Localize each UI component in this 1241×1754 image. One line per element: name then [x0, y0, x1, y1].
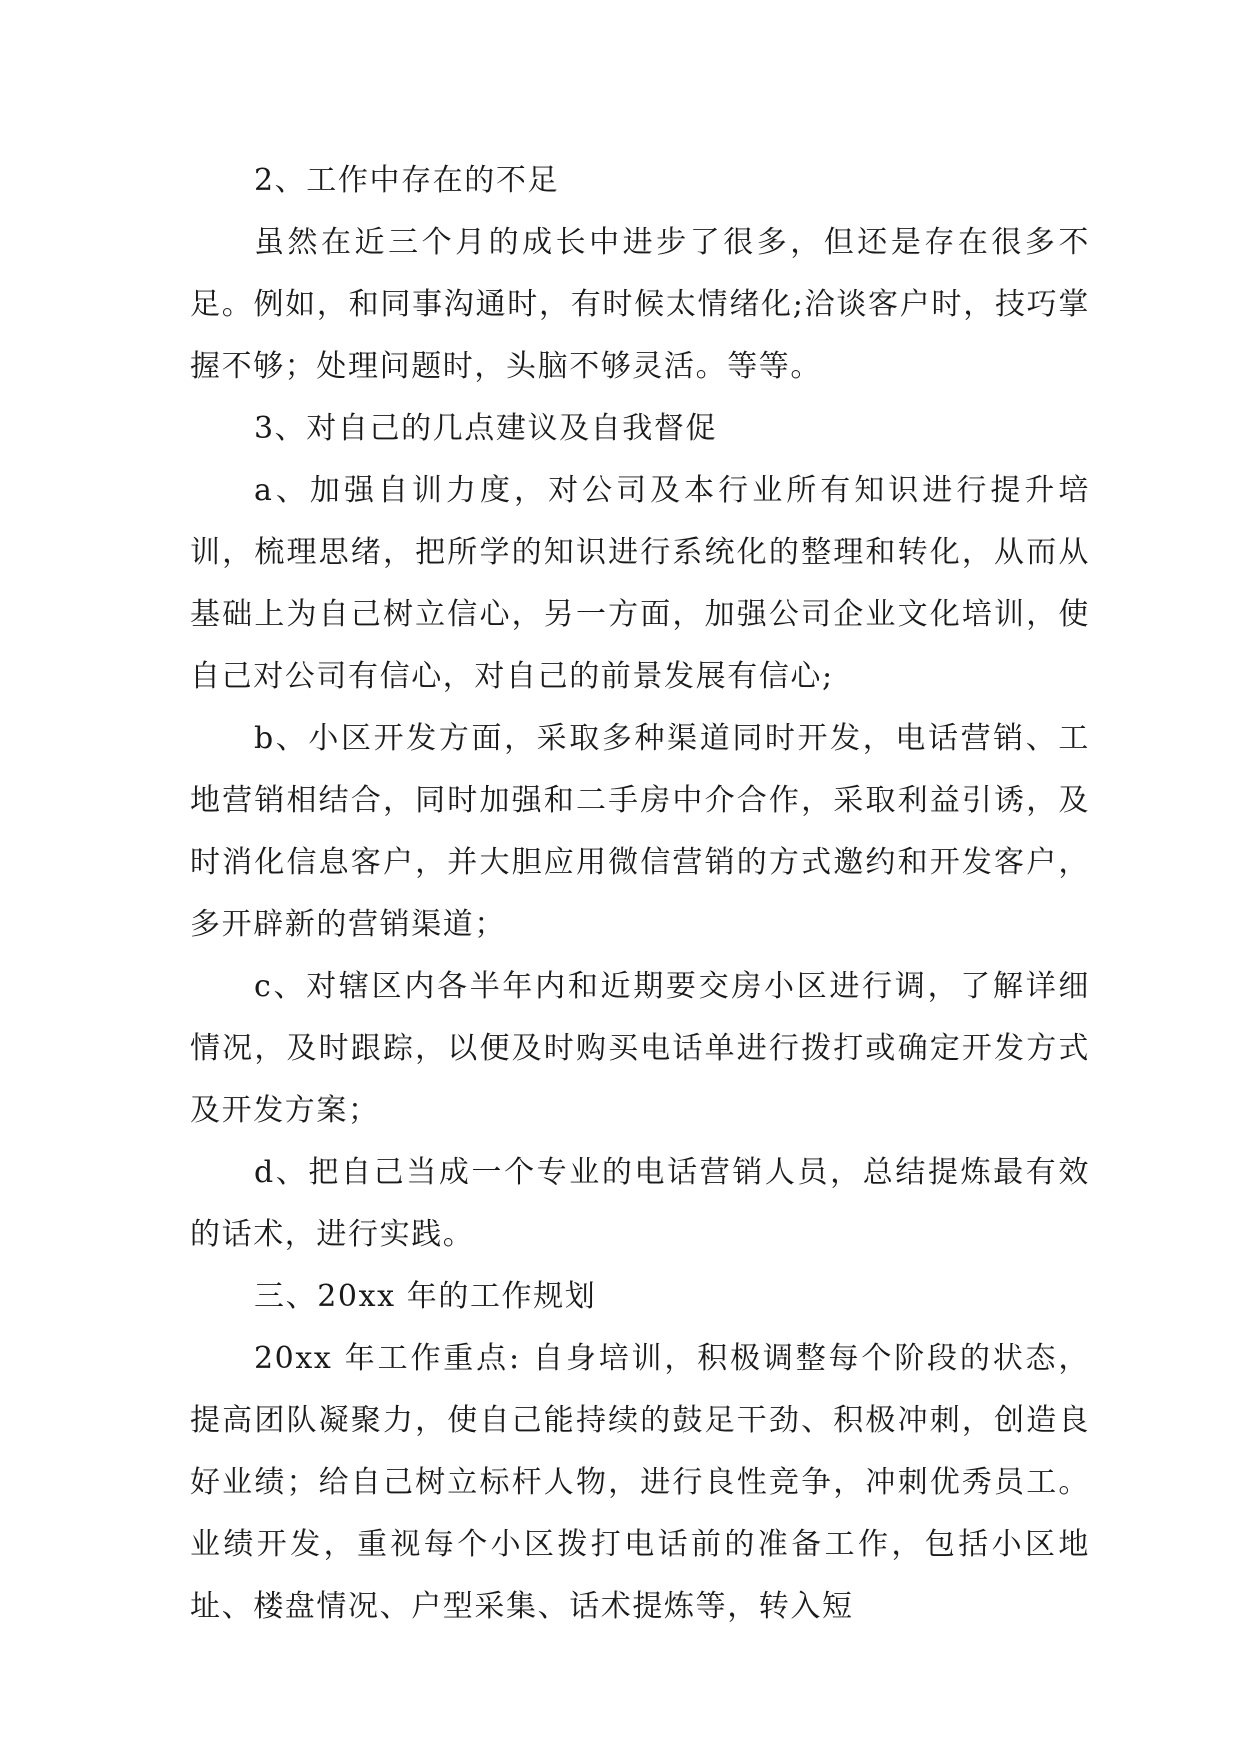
- paragraph-suggestion-d: d、把自己当成一个专业的电话营销人员，总结提炼最有效的话术，进行实践。: [190, 1155, 1090, 1252]
- paragraph-suggestion-b: b、小区开发方面，采取多种渠道同时开发，电话营销、工地营销相结合，同时加强和二手房中介合作，采取利益引诱，及时消化信息客户，并大胆应用微信营销的方式邀约和开发客户，多开辟新的营销渠道；: [190, 721, 1090, 942]
- paragraph-shortcomings: 虽然在近三个月的成长中进步了很多，但还是存在很多不足。例如，和同事沟通时，有时候太情绪化;洽谈客户时，技巧掌握不够；处理问题时，头脑不够灵活。等等。: [190, 225, 1090, 384]
- section-heading-shortcomings: 2、工作中存在的不足: [254, 163, 560, 198]
- section-heading-work-plan: 三、20xx 年的工作规划: [254, 1279, 597, 1314]
- paragraph-suggestion-c: c、对辖区内各半年内和近期要交房小区进行调，了解详细情况，及时跟踪，以便及时购买电话单进行拨打或确定开发方式及开发方案；: [190, 969, 1090, 1128]
- paragraph-work-plan: 20xx 年工作重点: 自身培训，积极调整每个阶段的状态，提高团队凝聚力，使自己能持续的鼓足干劲、积极冲刺，创造良好业绩；给自己树立标杆人物，进行良性竞争，冲刺优秀员工。业绩开发，重视每个小区拨打电话前的准备工作，包括小区地址、楼盘情况、户型采集、话术提炼等，转入短: [190, 1341, 1090, 1624]
- paragraph-suggestion-a: a、加强自训力度，对公司及本行业所有知识进行提升培训，梳理思绪，把所学的知识进行系统化的整理和转化，从而从基础上为自己树立信心，另一方面，加强公司企业文化培训，使自己对公司有信心，对自己的前景发展有信心;: [190, 473, 1090, 694]
- section-heading-suggestions: 3、对自己的几点建议及自我督促: [254, 411, 718, 446]
- document-page: [190, 150, 1090, 1638]
